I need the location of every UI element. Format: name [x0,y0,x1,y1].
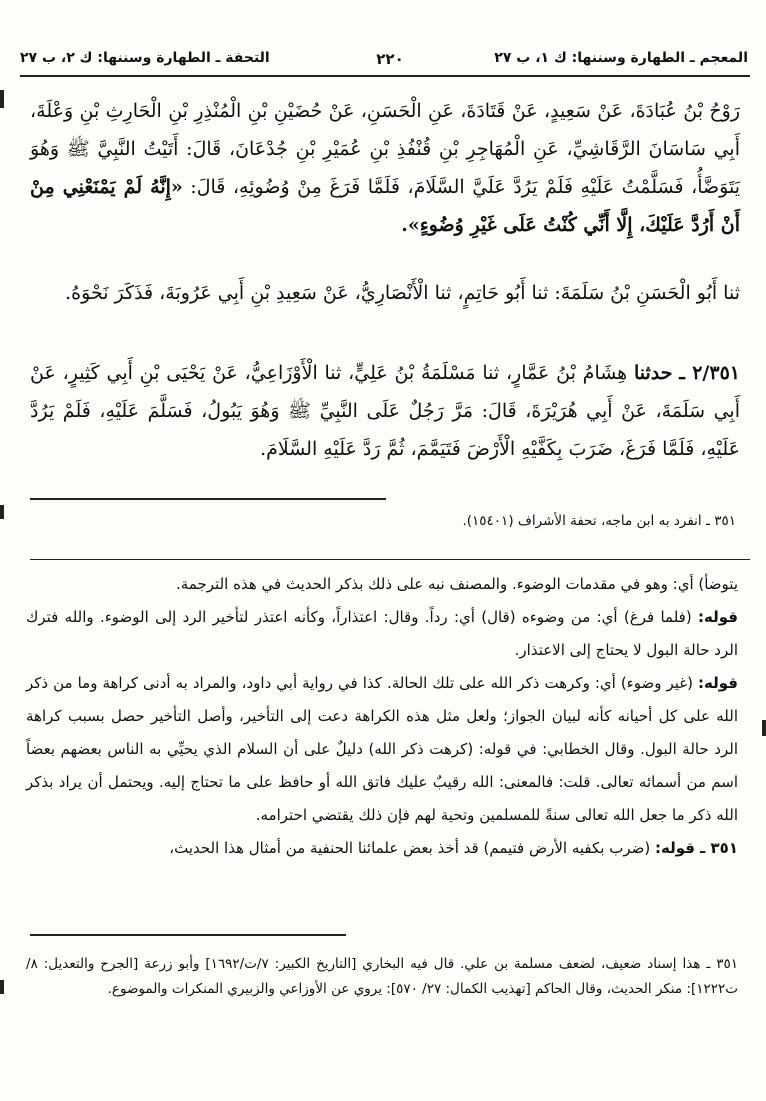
commentary-separator [30,559,750,560]
hadith-text-1 [30,92,740,244]
running-header [20,46,748,72]
commentary-paragraph-1: يتوضأ) أي: وهو في مقدمات الوضوء. والمصنف نبه على ذلك بذكر الحديث في هذه الترجمة. [176,575,738,593]
commentary-label: قوله: [698,608,738,626]
scan-edge-mark [762,720,766,736]
hadith-quote: «إِنَّهُ لَمْ يَمْنَعْنِي مِنْ أَنْ أَرُدَّ عَلَيْكَ، إِلَّا أَنِّي كُنْتُ عَلَى غَيْرِ وُضُوءٍ». [30,176,740,236]
hadith-text-3 [30,354,740,468]
header-rule [20,75,750,77]
commentary-paragraph-2 [26,601,738,667]
page-number: ٢٢٠ [376,50,404,68]
scan-edge-mark [0,980,4,994]
hadith-text-2 [30,274,740,312]
commentary-label: قوله: [698,674,738,692]
commentary-paragraph-4 [26,832,738,865]
footnote-separator-1 [30,498,386,500]
commentary-section [26,568,738,865]
header-left-title: التحفة ـ الطهارة وسننها: ك ٢، ب ٢٧ [20,50,270,66]
scan-edge-mark [0,90,4,108]
footnote-separator-2 [30,934,346,936]
hadith-paragraph-3-text: هِشَامُ بْنُ عَمَّارٍ، ثنا مَسْلَمَةُ بْنُ عَلِيٍّ، ثنا الْأَوْزَاعِيُّ، عَنْ يَحْيَى بْنِ أَبِي كَثِيرٍ، عَنْ أَبِي سَلَمَةَ، عَنْ أَبِي هُرَيْرَةَ، قَالَ: مَرَّ رَجُلٌ عَلَى النَّبِيِّ ﷺ وَهُوَ يَبُولُ، فَسَلَّمَ عَلَيْهِ، فَلَمْ يَرُدَّ عَلَيْهِ، فَلَمَّا فَرَغَ، ضَرَبَ بِكَفَّيْهِ الْأَرْضَ فَتَيَمَّمَ، ثُمَّ رَدَّ عَلَيْهِ السَّلَامَ. [30,362,740,460]
footnote-1: ٣٥١ ـ انفرد به ابن ماجه، تحفة الأشراف (١٥٤٠١). [462,513,736,529]
scan-edge-mark [0,505,4,519]
footnote-2 [26,952,738,1002]
hadith-opening-word: حدثنا [633,362,673,384]
hadith-paragraph-1 [30,92,740,244]
commentary-paragraph-4-text: (ضرب بكفيه الأرض فتيمم) قد أخذ بعض علمائنا الحنفية من أمثال هذا الحديث، [169,839,651,857]
hadith-paragraph-3 [30,354,740,468]
hadith-number: ٢/٣٥١ ـ [679,362,740,384]
commentary-paragraph-3 [26,667,738,832]
footnote-2-paragraph: ٣٥١ ـ هذا إسناد ضعيف، لضعف مسلمة بن علي. قال فيه البخاري [التاريخ الكبير: ٧/ت/١٦٩٢] وأبو زرعة [الجرح والتعديل: ٨/ت١٢٢٢]: منكر الحديث، وقال الحاكم [تهذيب الكمال: ٢٧/ ٥٧٠]: يروي عن الأوزاعي والزبيري المنكرات والموضوع. [26,956,738,997]
hadith-paragraph-2: ثنا أَبُو الْحَسَنِ بْنُ سَلَمَةَ: ثنا أَبُو حَاتِمٍ، ثنا الْأَنْصَارِيُّ، عَنْ سَعِيدِ بْنِ أَبِي عَرُوبَةَ، فَذَكَرَ نَحْوَهُ. [65,282,740,304]
commentary-label: ٣٥١ ـ قوله: [655,839,738,857]
commentary-paragraph-3-text: (غير وضوء) أي: وكرهت ذكر الله على تلك الحالة. كذا في رواية أبي داود، والمراد به أدنى كراهة وما من ذكر الله على كل أحيانه كأنه لبيان الجواز؛ ولعل مثل هذه الكراهة دعت إلى التأخير، وأصل التأخير حصل بسبب كراهة الرد حالة البول. وقال الخطابي: في قوله: (كرهت ذكر الله) دليلٌ على أن السلام الذي يحيِّي به الناس بعضهم بعضاً اسم من أسمائه تعالى. قلت: فالمعنى: الله رقيبٌ عليك فاتق الله أو حافظ على ما تحتاج إليه. ويحتمل أن يراد بذكر الله ذكر ما جعل الله تعالى سنةً للمسلمين وتحية لهم فإن ذلك يقتضي احترامه. [26,674,738,824]
header-right-title: المعجم ـ الطهارة وسننها: ك ١، ب ٢٧ [494,50,748,66]
hadith-paragraph-1-text: رَوْحُ بْنُ عُبَادَةَ، عَنْ سَعِيدٍ، عَنْ قَتَادَةَ، عَنِ الْحَسَنِ، عَنْ حُضَيْنِ بْنِ الْمُنْذِرِ بْنِ الْحَارِثِ بْنِ وَعْلَةَ، أَبِي سَاسَانَ الرَّقَاشِيِّ، عَنِ الْمُهَاجِرِ بْنِ قُنْفُذِ بْنِ عُمَيْرِ بْنِ جُدْعَانَ، قَالَ: أَتَيْتُ النَّبِيَّ ﷺ وَهُوَ يَتَوَضَّأُ، فَسَلَّمْتُ عَلَيْهِ فَلَمْ يَرُدَّ عَلَيَّ السَّلَامَ، فَلَمَّا فَرَغَ مِنْ وُضُوئِهِ، قَالَ: [30,100,740,198]
commentary-paragraph-2-text: (فلما فرغ) أي: من وضوءه (قال) أي: رداً. وقال: اعتذاراً، وكأنه اعتذر لتأخير الرد إلى الوضوء. والله فترك الرد حالة البول لا يحتاج إلى الاعتذار. [26,608,738,659]
